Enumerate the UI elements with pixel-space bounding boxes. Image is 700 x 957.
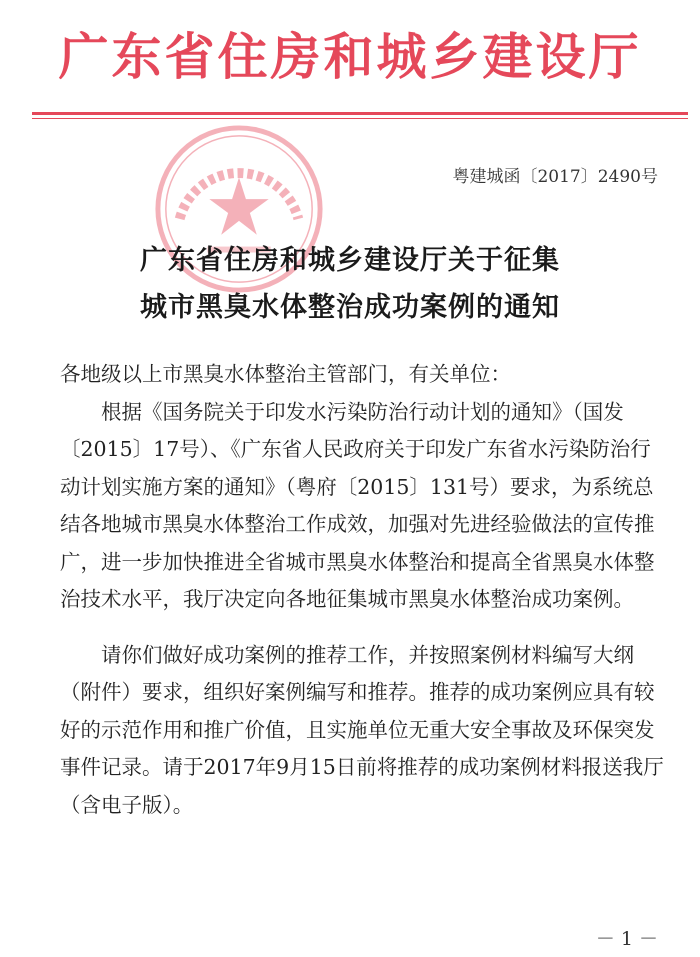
body-paragraph-2: 请你们做好成功案例的推荐工作，并按照案例材料编写大纲（附件）要求，组织好案例编写和推荐。推荐的成功案例应具有较好的示范作用和推广价值，且实施单位无重大安全事故及环保突发事件记录。请于2017年9月15日前将推荐的成功案例材料报送我厅（含电子版）。 bbox=[60, 642, 664, 817]
notice-title-line-1: 广东省住房和城乡建设厅关于征集 bbox=[140, 245, 560, 276]
salutation: 各地级以上市黑臭水体整治主管部门，有关单位： bbox=[60, 362, 511, 386]
body-paragraph-1: 根据《国务院关于印发水污染防治行动计划的通知》（国发〔2015〕17号）、《广东省人民政府关于印发广东省水污染防治行动计划实施方案的通知》（粤府〔2015〕131号）要求，为系统总结各地城市黑臭水体整治工作成效，加强对先进经验做法的宣传推广，进一步加快推进全省城市黑臭水体整治和提高全省黑臭水体整治技术水平，我厅决定向各地征集城市黑臭水体整治成功案例。 bbox=[60, 399, 655, 611]
page-number: － 1 － bbox=[595, 928, 658, 950]
notice-title-line-2: 城市黑臭水体整治成功案例的通知 bbox=[140, 292, 560, 323]
document-number: 粤建城函〔2017〕2490号 bbox=[452, 167, 658, 187]
letterhead-rule-thick bbox=[32, 112, 688, 115]
letterhead-org-name: 广东省住房和城乡建设厅 bbox=[58, 27, 642, 86]
letterhead-rule-thin bbox=[32, 118, 688, 119]
notice-body bbox=[60, 356, 668, 824]
